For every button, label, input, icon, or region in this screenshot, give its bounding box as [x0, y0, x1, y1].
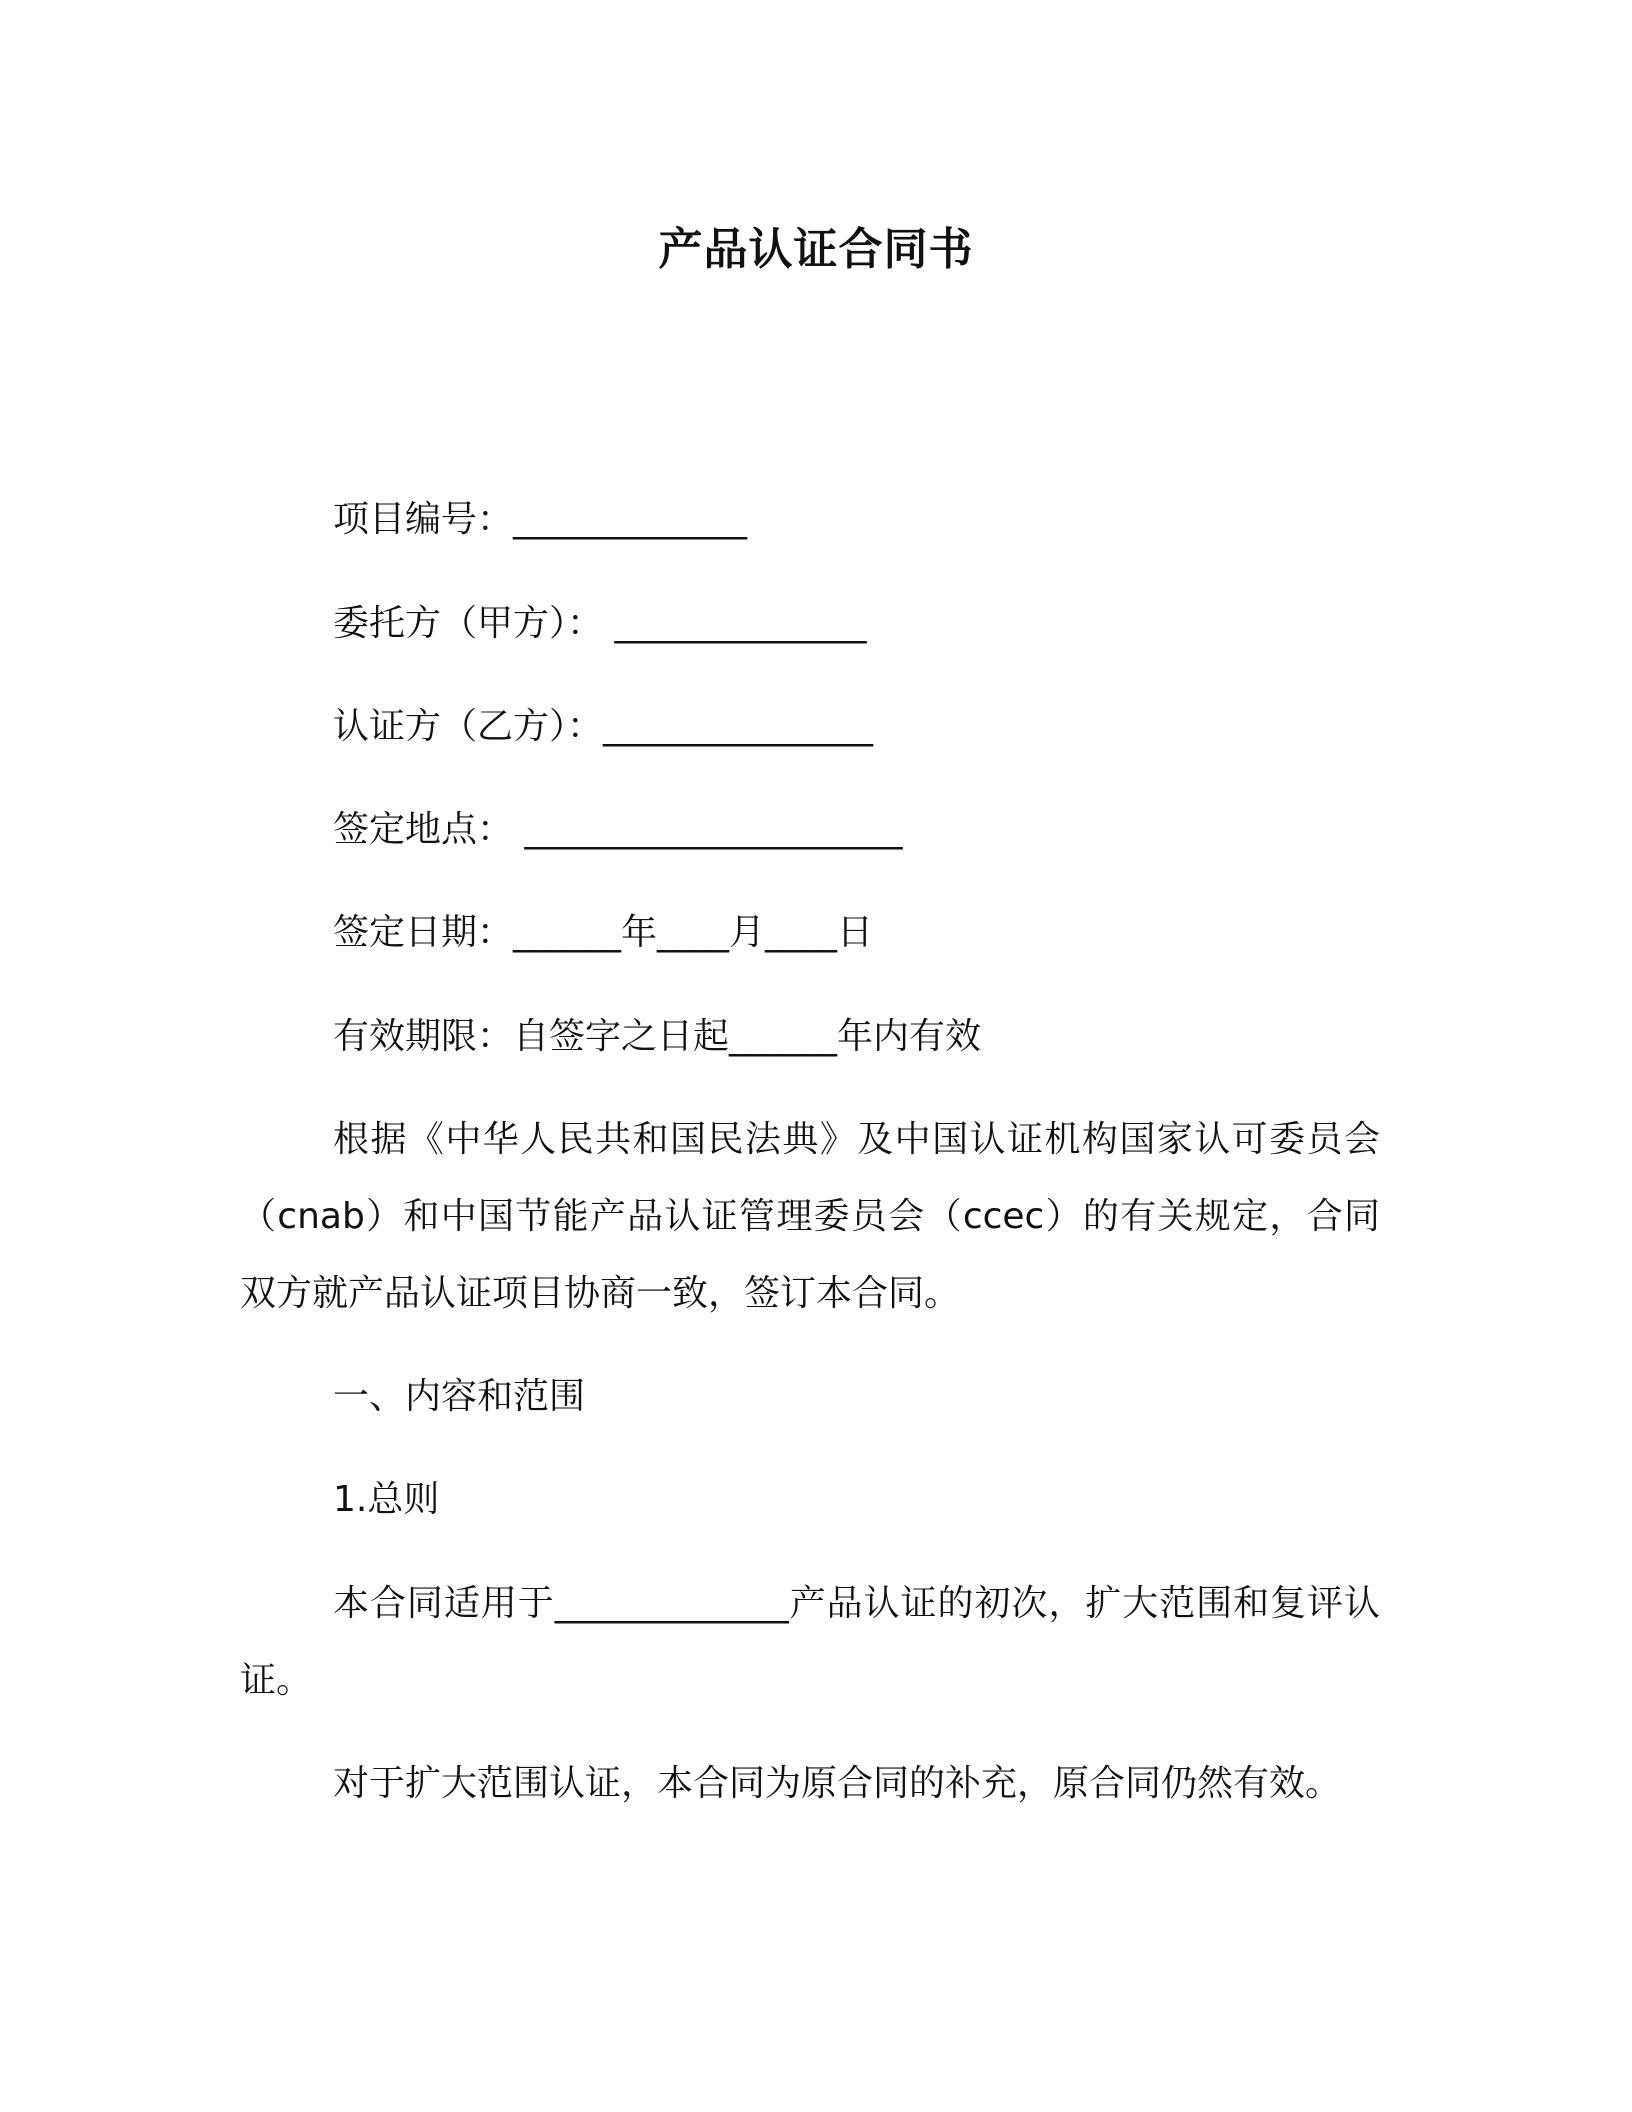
document-title: 产品认证合同书: [658, 224, 974, 275]
field-signing-date: 签定日期：______年____月____日: [333, 912, 874, 953]
subsection-heading: 1.总则: [333, 1479, 440, 1520]
extension-paragraph: 对于扩大范围认证，本合同为原合同的补充，原合同仍然有效。: [333, 1763, 1342, 1804]
field-validity-period: 有效期限：自签字之日起______年内有效: [333, 1016, 982, 1057]
field-client-party-a: 委托方（甲方）： ______________: [333, 603, 867, 644]
scope-paragraph: 本合同适用于_____________产品认证的初次，扩大范围和复评认证。: [240, 1583, 1380, 1701]
field-signing-place: 签定地点： _____________________: [333, 809, 903, 850]
intro-paragraph: 根据《中华人民共和国民法典》及中国认证机构国家认可委员会（cnab）和中国节能产品认证管理委员会（ccec）的有关规定，合同双方就产品认证项目协商一致，签订本合同。: [240, 1119, 1380, 1314]
section-heading: 一、内容和范围: [333, 1376, 586, 1417]
field-certifier-party-b: 认证方（乙方）：_______________: [333, 706, 874, 747]
field-project-number: 项目编号：_____________: [333, 499, 748, 540]
